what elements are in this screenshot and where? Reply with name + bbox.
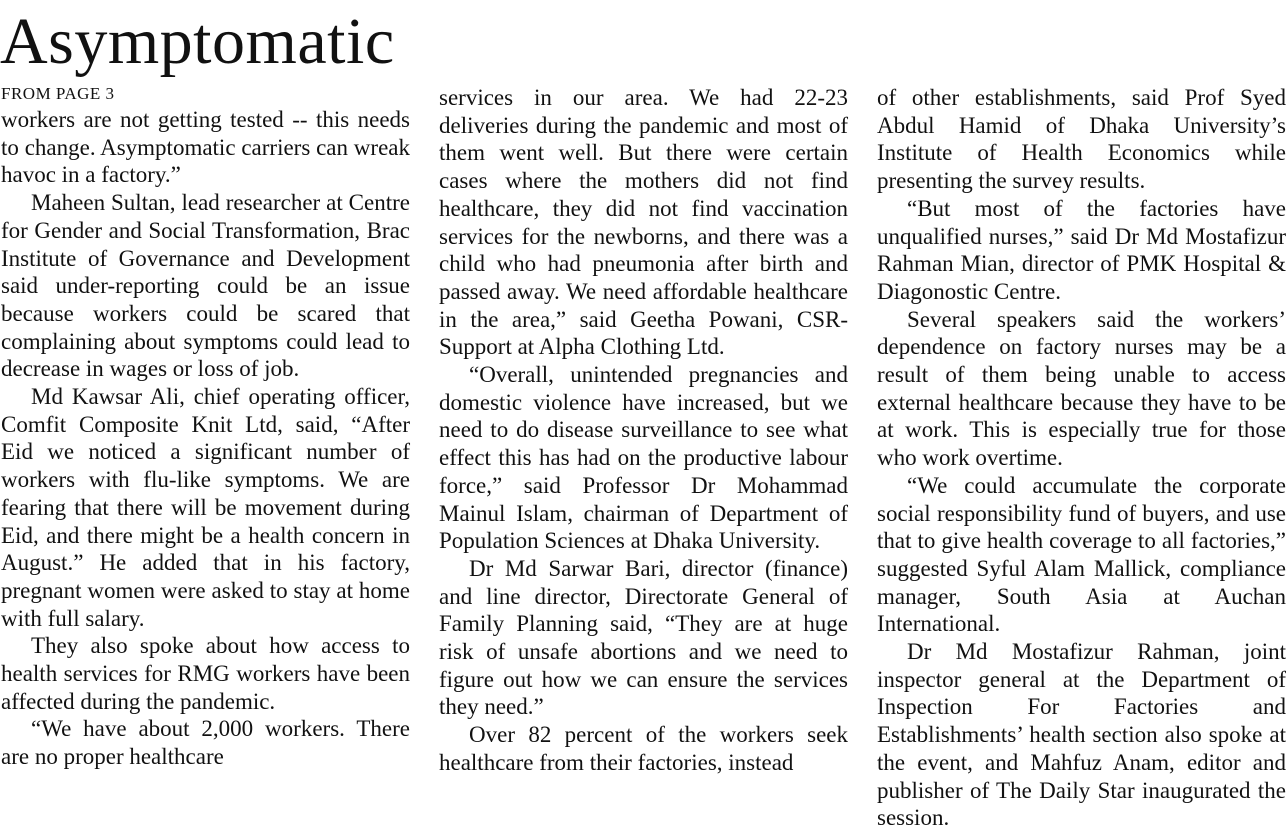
paragraph: Over 82 percent of the workers seek healthcare from their factories, instead (439, 722, 848, 775)
paragraph: Maheen Sultan, lead researcher at Centre for Gender and Social Transformation, Brac Institute of Governance and Development said under-reporting could be an issue because workers could be scared that complaining about symptoms could lead to decrease in wages or loss of job. (1, 190, 410, 382)
article-column-1 (1, 106, 410, 771)
paragraph: “Overall, unintended pregnancies and domestic violence have increased, but we need to do disease surveillance to see what effect this has had on the productive labour force,” said Professor Dr Mohammad Mainul Islam, chairman of Department of Population Sciences at Dhaka University. (439, 362, 848, 554)
paragraph: Md Kawsar Ali, chief operating officer, Comfit Composite Knit Ltd, said, “After Eid we noticed a significant number of workers with flu-like symptoms. We are fearing that there will be movement during Eid, and there might be a health concern in August.” He added that in his factory, pregnant women were asked to stay at home with full salary. (1, 384, 410, 631)
article-column-2 (439, 84, 848, 777)
paragraph: They also spoke about how access to health services for RMG workers have been affected during the pandemic. (1, 633, 410, 714)
continued-from-label: FROM PAGE 3 (1, 84, 115, 103)
paragraph: Dr Md Mostafizur Rahman, joint inspector general at the Department of Inspection For Factories and Establishments’ health section also spoke at the event, and Mahfuz Anam, editor and publisher of The Daily Star inaugurated the session. (877, 639, 1286, 831)
paragraph: services in our area. We had 22-23 deliveries during the pandemic and most of them went well. But there were certain cases where the mothers did not find healthcare, they did not find vaccination services for the newborns, and there was a child who had pneumonia after birth and passed away. We need affordable healthcare in the area,” said Geetha Powani, CSR-Support at Alpha Clothing Ltd. (439, 85, 848, 360)
paragraph: “We could accumulate the corporate social responsibility fund of buyers, and use that to give health coverage to all factories,” suggested Syful Alam Mallick, compliance manager, South Asia at Auchan International. (877, 472, 1286, 637)
paragraph: “We have about 2,000 workers. There are no proper healthcare (1, 716, 410, 770)
paragraph: of other establishments, said Prof Syed Abdul Hamid of Dhaka University’s Institute of Health Economics while presenting the survey results. (877, 85, 1286, 194)
paragraph: “But most of the factories have unqualified nurses,” said Dr Md Mostafizur Rahman Mian, director of PMK Hospital & Diagonostic Centre. (877, 195, 1286, 304)
paragraph: Dr Md Sarwar Bari, director (finance) and line director, Directorate General of Family Planning said, “They are at huge risk of unsafe abortions and we need to figure out how we can ensure the services they need.” (439, 555, 848, 720)
article-headline: Asymptomatic (0, 5, 395, 78)
paragraph: workers are not getting tested -- this needs to change. Asymptomatic carriers can wreak havoc in a factory.” (1, 107, 410, 188)
article-column-3 (877, 84, 1286, 832)
paragraph: Several speakers said the workers’ dependence on factory nurses may be a result of them being unable to access external healthcare because they have to be at work. This is especially true for those who work overtime. (877, 306, 1286, 471)
